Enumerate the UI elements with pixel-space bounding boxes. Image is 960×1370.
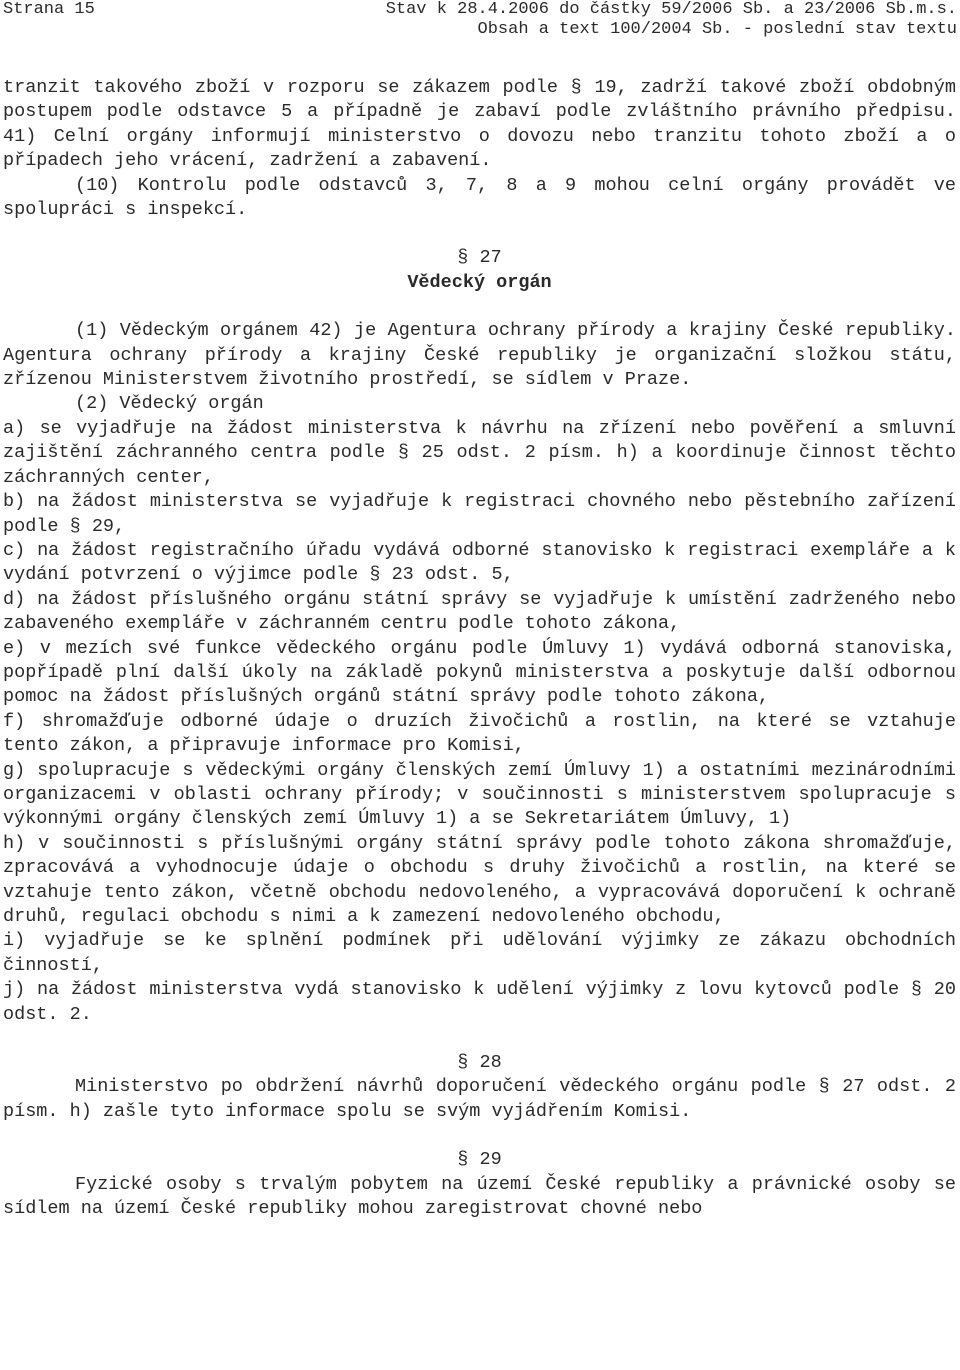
status-info [386,0,957,40]
list-item-a: a) se vyjadřuje na žádost ministerstva k návrhu na zřízení nebo pověření a smluvní zajištění záchranného centra podle § 25 odst. 2 písm. h) a koordinuje činnost těchto záchranných center, [3,417,956,488]
section-29-number: § 29 [457,1149,502,1171]
section-27-title: Vědecký orgán [407,271,552,293]
section-27-paragraph-1: (1) Vědeckým orgánem 42) je Agentura ochrany přírody a krajiny České republiky. Agentura ochrany přírody a krajiny České republiky je organizační složkou státu, zřízenou Ministerstvem životního prostředí, se sídlem v Praze. [3,320,956,391]
list-item-d: d) na žádost příslušného orgánu státní správy se vyjadřuje k umístění zadrženého nebo zabaveného exempláře v záchranném centru podle tohoto zákona, [3,588,956,635]
section-29-paragraph: Fyzické osoby s trvalým pobytem na území České republiky a právnické osoby se sídlem na území České republiky mohou zaregistrovat chovné nebo [3,1173,956,1220]
section-28-number: § 28 [457,1052,502,1074]
document-body [3,76,956,1221]
intro-paragraph-1: tranzit takového zboží v rozporu se zákazem podle § 19, zadrží takové zboží obdobným postupem podle odstavce 5 a případně je zabaví podle zvláštního právního předpisu. 41) Celní orgány informují ministerstvo o dovozu nebo tranzitu tohoto zboží a o případech jeho vrácení, zadržení a zabavení. [3,77,956,172]
section-28-paragraph: Ministerstvo po obdržení návrhů doporučení vědeckého orgánu podle § 27 odst. 2 písm. h) zašle tyto informace spolu se svým vyjádřením Komisi. [3,1076,956,1122]
section-27-paragraph-2-intro: (2) Vědecký orgán [75,393,264,415]
page-number: Strana 15 [3,0,95,19]
list-item-j: j) na žádost ministerstva vydá stanovisko k udělení výjimky z lovu kytovců podle § 20 odst. 2. [3,979,956,1025]
list-item-c: c) na žádost registračního úřadu vydává odborné stanovisko k registraci exempláře a k vydání potvrzení o výjimce podle § 23 odst. 5, [3,539,956,586]
intro-paragraph-2: (10) Kontrolu podle odstavců 3, 7, 8 a 9 mohou celní orgány provádět ve spolupráci s inspekcí. [3,174,956,221]
list-item-b: b) na žádost ministerstva se vyjadřuje k registraci chovného nebo pěstebního zařízení podle § 29, [3,491,956,537]
list-item-g: g) spolupracuje s vědeckými orgány členských zemí Úmluvy 1) a ostatními mezinárodními organizacemi v oblasti ochrany přírody; v součinnosti s ministerstvem spolupracuje s výkonnými orgány členských zemí Úmluvy 1) a se Sekretariátem Úmluvy, 1) [3,759,956,830]
list-item-e: e) v mezích své funkce vědeckého orgánu podle Úmluvy 1) vydává odborná stanoviska, popřípadě plní další úkoly na základě pokynů ministerstva a poskytuje další odbornou pomoc na žádost příslušných orgánů státní správy podle tohoto zákona, [3,637,956,708]
status-line-2: Obsah a text 100/2004 Sb. - poslední stav textu [477,20,957,39]
section-27-number: § 27 [457,247,502,269]
status-line-1: Stav k 28.4.2006 do částky 59/2006 Sb. a 23/2006 Sb.m.s. [385,0,957,19]
list-item-i: i) vyjadřuje se ke splnění podmínek při udělování výjimky ze zákazu obchodních činností, [3,930,956,976]
list-item-h: h) v součinnosti s příslušnými orgány státní správy podle tohoto zákona shromažďuje, zpracovává a vyhodnocuje údaje o obchodu s druhy živočichů a rostlin, na které se vztahuje tento zákon, včetně obchodu nedovoleného, a vypracovává doporučení k ochraně druhů, regulaci obchodu s nimi a k zamezení nedovoleného obchodu, [3,832,956,927]
list-item-f: f) shromažďuje odborné údaje o druzích živočichů a rostlin, na které se vztahuje tento zákon, a připravuje informace pro Komisi, [3,710,956,757]
